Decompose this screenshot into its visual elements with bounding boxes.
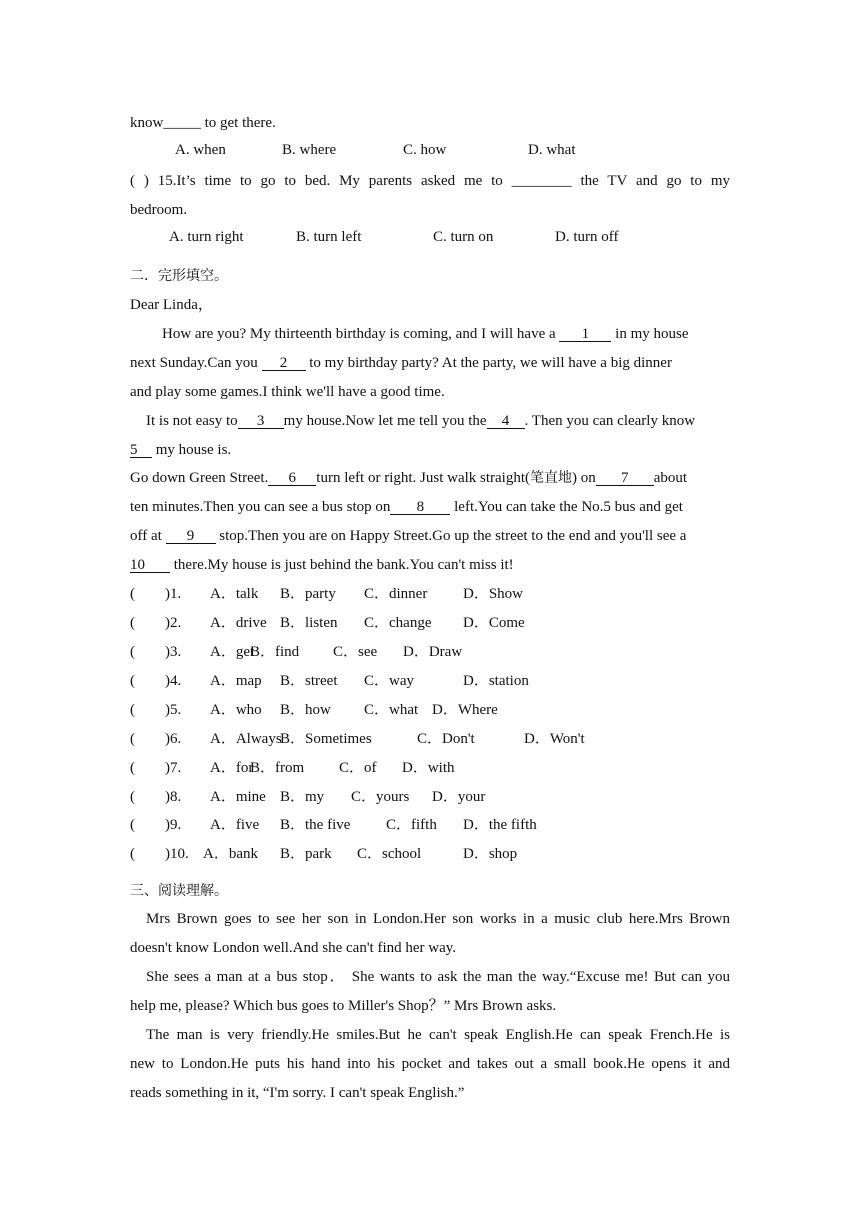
text-run: to my birthday party? At the party, we will have a big dinner	[305, 355, 672, 371]
option-b: B．how	[280, 702, 331, 718]
option-d: D．Come	[463, 615, 525, 631]
answer-paren: (	[130, 644, 135, 660]
answer-paren: (	[130, 615, 135, 631]
cloze-p3-line2	[130, 497, 683, 517]
reading-line-2: doesn't know London well.And she can't find her way.	[130, 940, 457, 956]
answer-paren: (	[130, 760, 135, 776]
option-c: C．fifth	[386, 817, 437, 833]
option-a: A．map	[210, 673, 262, 689]
cloze-blank-2: 2	[262, 354, 306, 371]
q15-answer-paren: ( )	[130, 173, 149, 189]
text-run: 笔直地	[530, 470, 573, 486]
option-c: C．school	[357, 846, 422, 862]
answer-paren: (	[130, 846, 135, 862]
reading-line-7: reads something in it, “I'm sorry. I can't speak English.”	[130, 1085, 465, 1101]
reading-line-6: new to London.He puts his hand into his pocket and takes out a small book.He opens it and	[130, 1056, 730, 1072]
cloze-blank-5: 5	[130, 441, 152, 458]
q15-option-b: B. turn left	[296, 229, 362, 245]
text-run: my house.Now let me tell you the	[283, 413, 487, 429]
option-a: A．talk	[210, 586, 259, 602]
cloze-blank-10: 10	[130, 556, 170, 573]
q14-stem-tail	[130, 113, 276, 133]
cloze-question	[130, 815, 537, 835]
text-run: there.My house is just behind the bank.You can't miss it!	[170, 557, 514, 573]
option-d: D．station	[463, 673, 529, 689]
text-run: It is not easy to	[146, 413, 238, 429]
option-d: D．shop	[463, 846, 518, 862]
cloze-p3-line3	[130, 526, 686, 546]
question-number: )2.	[165, 615, 182, 631]
text-run: left.You can take the No.5 bus and get	[450, 499, 683, 515]
text-run: about	[653, 470, 688, 486]
cloze-blank-6: 6	[268, 469, 316, 486]
option-b: B．party	[280, 586, 336, 602]
option-c: C．of	[339, 760, 377, 776]
option-a: A．drive	[210, 615, 267, 631]
option-d: D．with	[402, 760, 455, 776]
reading-line-1: Mrs Brown goes to see her son in London.Her son works in a music club here.Mrs Brown	[146, 911, 730, 927]
option-b: B．listen	[280, 615, 338, 631]
cloze-question	[130, 700, 498, 720]
answer-paren: (	[130, 702, 135, 718]
q15-text: 15.It’s time to go to bed. My parents asked me to ________ the TV and go to my	[148, 173, 730, 189]
text-run: off at	[130, 528, 166, 544]
cloze-blank-7: 7	[596, 469, 654, 486]
cloze-question	[130, 844, 518, 864]
option-c: C．way	[364, 673, 414, 689]
text-run: turn left or right. Just walk straight(	[316, 470, 531, 486]
option-b: B．street	[280, 673, 338, 689]
question-number: )8.	[165, 789, 182, 805]
answer-paren: (	[130, 673, 135, 689]
question-number: )6.	[165, 731, 182, 747]
option-d: D．the fifth	[463, 817, 537, 833]
cloze-question	[130, 584, 524, 604]
answer-paren: (	[130, 586, 135, 602]
option-d: D．your	[432, 789, 486, 805]
option-b: B．Sometimes	[280, 731, 372, 747]
option-b: B．the five	[280, 817, 351, 833]
option-c: C．see	[333, 644, 378, 660]
option-c: C．dinner	[364, 586, 428, 602]
cloze-blank-9: 9	[166, 527, 216, 544]
text-run: How are you? My thirteenth birthday is coming, and I will have a	[162, 326, 560, 342]
reading-line-3: She sees a man at a bus stop． She wants to ask the man the way.“Excuse me! But can you	[146, 969, 730, 985]
cloze-p3-line4	[130, 555, 514, 575]
cloze-blank-8: 8	[390, 498, 450, 515]
cloze-blank-4: 4	[487, 412, 525, 429]
text-run: next Sunday.Can you	[130, 355, 262, 371]
q15-option-d: D. turn off	[555, 229, 619, 245]
q14-option-b: B. where	[282, 142, 337, 158]
option-c: C．yours	[351, 789, 410, 805]
cloze-p1-line1	[162, 324, 689, 344]
cloze-p2-line1	[146, 411, 695, 431]
text-run: ) on	[572, 470, 596, 486]
option-a: A．five	[210, 817, 260, 833]
cloze-question	[130, 642, 463, 662]
text-run: Go down Green Street.	[130, 470, 269, 486]
section3-heading: 三、阅读理解。	[130, 883, 228, 899]
q14-option-c: C. how	[403, 142, 447, 158]
reading-line-4: help me, please? Which bus goes to Miller's Shop？” Mrs Brown asks.	[130, 998, 557, 1014]
option-d: D．Where	[432, 702, 498, 718]
question-number: )7.	[165, 760, 182, 776]
q14-blank: _____	[163, 115, 201, 131]
text-run: . Then you can clearly know	[524, 413, 696, 429]
q14-suffix: to get there.	[200, 115, 276, 131]
question-number: )4.	[165, 673, 182, 689]
question-number: )3.	[165, 644, 182, 660]
option-b: B．find	[250, 644, 300, 660]
option-c: C．change	[364, 615, 432, 631]
cloze-question	[130, 729, 585, 749]
option-b: B．my	[280, 789, 325, 805]
cloze-blank-1: 1	[559, 325, 611, 342]
option-c: C．what	[364, 702, 419, 718]
letter-salutation: Dear Linda，	[130, 297, 213, 313]
cloze-p1-line3: and play some games.I think we'll have a good time.	[130, 384, 445, 400]
option-a: A．who	[210, 702, 262, 718]
option-d: D．Show	[463, 586, 524, 602]
text-run: stop.Then you are on Happy Street.Go up the street to the end and you'll see a	[215, 528, 687, 544]
text-run: in my house	[611, 326, 689, 342]
option-a: A．bank	[203, 846, 258, 862]
q15-stem	[130, 171, 730, 191]
answer-paren: (	[130, 817, 135, 833]
cloze-p1-line2	[130, 353, 672, 373]
question-number: )9.	[165, 817, 182, 833]
cloze-p2-line2	[130, 440, 231, 460]
reading-line-5: The man is very friendly.He smiles.But he can't speak English.He can speak French.He is	[146, 1027, 730, 1043]
q15-option-a: A. turn right	[169, 229, 244, 245]
option-b: B．from	[250, 760, 305, 776]
text-run: my house is.	[152, 442, 232, 458]
cloze-question	[130, 787, 486, 807]
option-d: D．Won't	[524, 731, 585, 747]
q15-option-c: C. turn on	[433, 229, 494, 245]
q14-option-d: D. what	[528, 142, 576, 158]
option-b: B．park	[280, 846, 332, 862]
q14-prefix: know	[130, 115, 164, 131]
section2-heading: 二．完形填空。	[130, 268, 228, 284]
cloze-blank-3: 3	[238, 412, 284, 429]
answer-paren: (	[130, 731, 135, 747]
question-number: )10.	[165, 846, 189, 862]
option-a: A．mine	[210, 789, 266, 805]
question-number: )5.	[165, 702, 182, 718]
option-a: A．for	[210, 760, 254, 776]
option-c: C．Don't	[417, 731, 475, 747]
option-a: A．Always	[210, 731, 282, 747]
answer-paren: (	[130, 789, 135, 805]
q14-option-a: A. when	[175, 142, 226, 158]
text-run: ten minutes.Then you can see a bus stop on	[130, 499, 391, 515]
cloze-question	[130, 758, 455, 778]
cloze-p3-line1	[130, 468, 687, 488]
option-d: D．Draw	[403, 644, 463, 660]
cloze-question	[130, 613, 525, 633]
question-number: )1.	[165, 586, 182, 602]
cloze-question	[130, 671, 529, 691]
q15-stem-line2: bedroom.	[130, 202, 188, 218]
option-a: A．get	[210, 644, 255, 660]
